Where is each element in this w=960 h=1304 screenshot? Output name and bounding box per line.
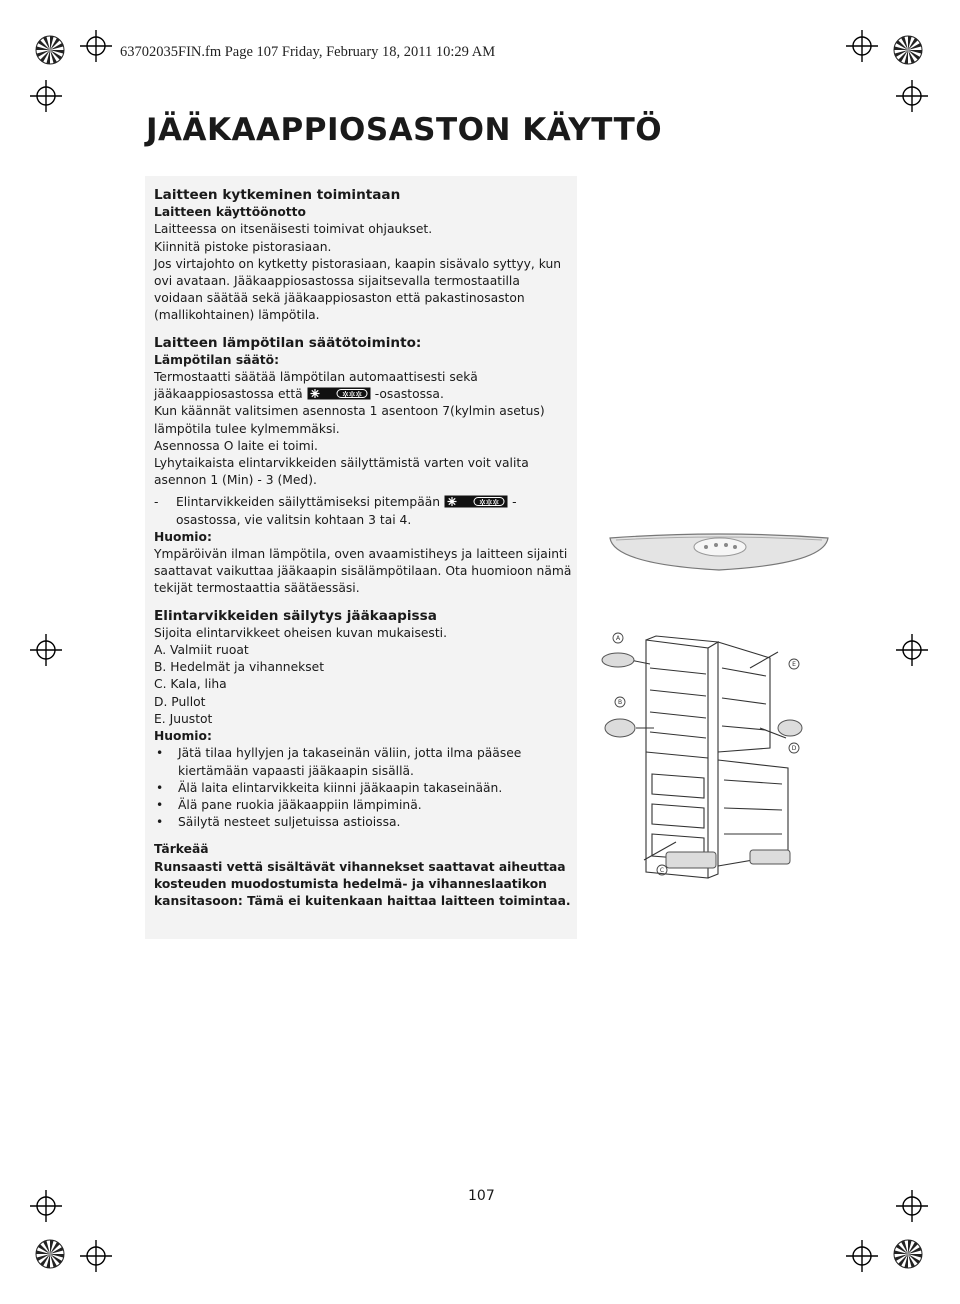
page-number: 107 (468, 1188, 495, 1204)
content-text (154, 187, 572, 910)
crosshair-mark-mid-left (30, 634, 62, 666)
freezer-star-icon (444, 495, 508, 508)
paragraph-text: -osastossa, vie valitsin kohtaan 3 tai 4. (176, 495, 517, 527)
crosshair-mark-top-right (846, 30, 878, 62)
bullet-marker: • (156, 746, 164, 761)
section-heading-temperature: Laitteen lämpötilan säätötoiminto: (154, 334, 422, 351)
bullet-text: Säilytä nesteet suljetuissa astioissa. (178, 815, 401, 830)
note-heading: Huomio: (154, 729, 212, 744)
svg-text:✲✲✲: ✲✲✲ (479, 498, 500, 508)
paragraph: Sijoita elintarvikkeet oheisen kuvan mukaisesti. (154, 625, 447, 640)
dash-marker: - (154, 495, 159, 510)
paragraph: Ympäröivän ilman lämpötila, oven avaamistiheys ja laitteen sijainti saattavat vaikuttaa jääkaapin sisälämpötilaan. Ota huomioon nämä tekijät termostaattia säätäessäsi. (154, 547, 572, 596)
bullet-item (154, 797, 572, 814)
callout-letter-d: D (791, 745, 797, 752)
fridge-interior-illustration (600, 628, 812, 896)
paragraph: Asennossa O laite ei toimi. (154, 438, 318, 453)
callout-letter-a: A (615, 635, 621, 642)
section-heading-connect: Laitteen kytkeminen toimintaan (154, 187, 401, 203)
paragraph (176, 494, 572, 528)
crosshair-mark-lower-left (30, 1190, 62, 1222)
crosshair-mark-lower-right (896, 1190, 928, 1222)
starburst-mark-bottom-left (36, 1240, 64, 1268)
svg-text:✲✲✲: ✲✲✲ (341, 390, 362, 400)
bullet-marker: • (156, 780, 164, 795)
list-item: E. Juustot (154, 711, 213, 726)
bullet-marker: • (156, 815, 164, 830)
paragraph: Lyhytaikaista elintarvikkeiden säilyttämistä varten voit valita asennon 1 (Min) - 3 (Med). (154, 456, 529, 488)
freezer-star-icon (307, 387, 371, 400)
bullet-text: Älä laita elintarvikkeita kiinni jääkaapin takaseinään. (178, 780, 503, 795)
crosshair-mark-mid-right (896, 634, 928, 666)
list-item: C. Kala, liha (154, 677, 227, 692)
subheading-temperature-setting: Lämpötilan säätö: (154, 352, 279, 367)
paragraph: Kiinnitä pistoke pistorasiaan. (154, 239, 332, 254)
starburst-mark-bottom-right (894, 1240, 922, 1268)
thermostat-dial-illustration (608, 528, 830, 572)
paragraph: Laitteessa on itsenäisesti toimivat ohjaukset. (154, 222, 433, 237)
section-heading-storage: Elintarvikkeiden säilytys jääkaapissa (154, 607, 437, 624)
note-heading: Huomio: (154, 529, 212, 544)
page-title: JÄÄKAAPPIOSASTON KÄYTTÖ (146, 112, 663, 148)
file-header-line: 63702035FIN.fm Page 107 Friday, February 18, 2011 10:29 AM (120, 44, 496, 60)
callout-letter-b: B (617, 699, 623, 706)
bullet-marker: • (156, 797, 164, 812)
bullet-item (154, 780, 572, 797)
list-item: D. Pullot (154, 694, 206, 709)
bullet-item (154, 745, 572, 779)
starburst-mark-top-left (36, 36, 64, 64)
paragraph: Jos virtajohto on kytketty pistorasiaan, kaapin sisävalo syttyy, kun ovi avataan. Jääkaappiosastossa sijaitsevalla termostaatilla voidaan säätää sekä jääkaappiosaston että pakastinosaston (mallikohtainen) lämpötila. (154, 256, 562, 323)
subheading-startup: Laitteen käyttöönotto (154, 205, 306, 220)
crosshair-mark-bottom-right (846, 1240, 878, 1272)
crosshair-mark-upper-right (896, 80, 928, 112)
dash-list-item (154, 494, 572, 528)
callout-letter-e: E (792, 661, 796, 668)
paragraph-text: Termostaatti säätää lämpötilan automaattisesti sekä jääkaappiosastossa että (154, 370, 478, 402)
list-item: A. Valmiit ruoat (154, 643, 249, 658)
paragraph-text: Elintarvikkeiden säilyttämiseksi pitempään (176, 495, 441, 510)
crosshair-mark-bottom-left (80, 1240, 112, 1272)
paragraph (154, 369, 572, 403)
bullet-text: Jätä tilaa hyllyjen ja takaseinän väliin, jotta ilma pääsee kiertämään vapaasti jääkaapin sisällä. (178, 746, 522, 778)
crosshair-mark-upper-left (30, 80, 62, 112)
paragraph: Kun käännät valitsimen asennosta 1 asentoon 7(kylmin asetus) lämpötila tulee kylmemmäksi. (154, 404, 545, 436)
important-heading: Tärkeää (154, 842, 209, 857)
list-item: B. Hedelmät ja vihannekset (154, 660, 325, 675)
bullet-item (154, 814, 572, 831)
paragraph-text: -osastossa. (374, 387, 444, 402)
callout-letter-c: C (659, 867, 665, 874)
starburst-mark-top-right (894, 36, 922, 64)
bullet-text: Älä pane ruokia jääkaappiin lämpiminä. (178, 797, 422, 812)
important-text: Runsaasti vettä sisältävät vihannekset saattavat aiheuttaa kosteuden muodostumista hedelmä- ja vihanneslaatikon kansitasoon: Tämä ei kuitenkaan haittaa laitteen toimintaa. (154, 859, 571, 908)
crosshair-mark-top-left (80, 30, 112, 62)
